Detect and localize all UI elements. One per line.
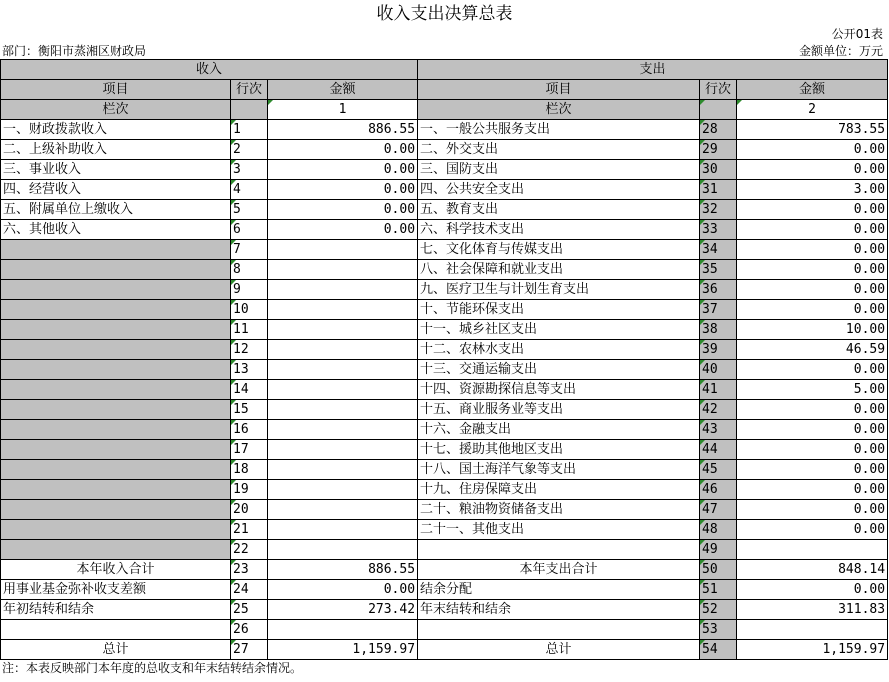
expense-amount: 0.00 — [737, 460, 888, 480]
expense-amount: 0.00 — [737, 360, 888, 380]
summary-row — [1, 580, 888, 600]
table-row — [1, 420, 888, 440]
expense-item: 十五、商业服务业等支出 — [418, 400, 700, 420]
expense-seq: 45 — [700, 460, 737, 480]
expense-amount — [737, 540, 888, 560]
expense-seq: 41 — [700, 380, 737, 400]
table-row — [1, 140, 888, 160]
income-item: 一、财政拨款收入 — [1, 120, 231, 140]
expense-amount: 783.55 — [737, 120, 888, 140]
income-seq: 2 — [231, 140, 268, 160]
expense-seq: 54 — [700, 640, 737, 660]
expense-item: 十三、交通运输支出 — [418, 360, 700, 380]
expense-seq: 47 — [700, 500, 737, 520]
income-seq: 21 — [231, 520, 268, 540]
expense-item-header: 项目 — [418, 80, 700, 100]
income-amount — [268, 500, 418, 520]
income-seq: 20 — [231, 500, 268, 520]
income-seq: 12 — [231, 340, 268, 360]
income-amount — [268, 260, 418, 280]
expense-item: 五、教育支出 — [418, 200, 700, 220]
income-amount — [268, 420, 418, 440]
income-amount: 886.55 — [268, 560, 418, 580]
income-seq: 11 — [231, 320, 268, 340]
income-seq: 19 — [231, 480, 268, 500]
expense-item: 二十一、其他支出 — [418, 520, 700, 540]
income-seq: 14 — [231, 380, 268, 400]
income-amount — [268, 520, 418, 540]
expense-seq: 30 — [700, 160, 737, 180]
expense-item — [418, 540, 700, 560]
budget-table — [0, 59, 888, 660]
expense-amount: 0.00 — [737, 400, 888, 420]
income-seq: 7 — [231, 240, 268, 260]
table-row — [1, 120, 888, 140]
expense-amount: 0.00 — [737, 220, 888, 240]
income-amount-header: 金额 — [268, 80, 418, 100]
expense-seq: 49 — [700, 540, 737, 560]
summary-row — [1, 640, 888, 660]
income-lanci-label: 栏次 — [1, 100, 231, 120]
expense-summary-item: 结余分配 — [418, 580, 700, 600]
income-item — [1, 420, 231, 440]
income-seq: 5 — [231, 200, 268, 220]
expense-amount: 0.00 — [737, 200, 888, 220]
unit-label: 金额单位：万元 — [798, 44, 883, 58]
expense-amount: 0.00 — [737, 240, 888, 260]
income-seq-header: 行次 — [231, 80, 268, 100]
income-amount: 0.00 — [268, 180, 418, 200]
income-item: 二、上级补助收入 — [1, 140, 231, 160]
income-item — [1, 520, 231, 540]
expense-seq: 46 — [700, 480, 737, 500]
form-number: 公开01表 — [831, 27, 883, 41]
income-item — [1, 460, 231, 480]
income-amount: 273.42 — [268, 600, 418, 620]
expense-item: 十四、资源勘探信息等支出 — [418, 380, 700, 400]
expense-amount: 0.00 — [737, 500, 888, 520]
expense-seq: 42 — [700, 400, 737, 420]
income-amount — [268, 440, 418, 460]
expense-seq: 53 — [700, 620, 737, 640]
expense-seq: 44 — [700, 440, 737, 460]
summary-row — [1, 620, 888, 640]
income-item — [1, 340, 231, 360]
income-item — [1, 260, 231, 280]
table-row — [1, 340, 888, 360]
income-item: 六、其他收入 — [1, 220, 231, 240]
expense-seq: 39 — [700, 340, 737, 360]
expense-item: 十六、金融支出 — [418, 420, 700, 440]
expense-seq: 48 — [700, 520, 737, 540]
income-item: 三、事业收入 — [1, 160, 231, 180]
expense-seq: 51 — [700, 580, 737, 600]
expense-amount: 0.00 — [737, 260, 888, 280]
expense-amount: 0.00 — [737, 520, 888, 540]
expense-item: 十九、住房保障支出 — [418, 480, 700, 500]
expense-amount: 848.14 — [737, 560, 888, 580]
income-item — [1, 440, 231, 460]
income-item — [1, 360, 231, 380]
income-seq: 8 — [231, 260, 268, 280]
income-item — [1, 400, 231, 420]
expense-item: 八、社会保障和就业支出 — [418, 260, 700, 280]
income-amount: 0.00 — [268, 160, 418, 180]
income-seq: 23 — [231, 560, 268, 580]
expense-seq: 34 — [700, 240, 737, 260]
income-item: 四、经营收入 — [1, 180, 231, 200]
income-seq: 18 — [231, 460, 268, 480]
expense-amount: 5.00 — [737, 380, 888, 400]
expense-seq: 32 — [700, 200, 737, 220]
income-amount: 886.55 — [268, 120, 418, 140]
expense-item: 十一、城乡社区支出 — [418, 320, 700, 340]
income-amount — [268, 320, 418, 340]
expense-summary-item — [418, 620, 700, 640]
expense-summary-item: 本年支出合计 — [418, 560, 700, 580]
expense-seq: 43 — [700, 420, 737, 440]
income-amount — [268, 360, 418, 380]
income-amount: 0.00 — [268, 220, 418, 240]
expense-amount-header: 金额 — [737, 80, 888, 100]
expense-seq: 36 — [700, 280, 737, 300]
expense-amount: 0.00 — [737, 420, 888, 440]
expense-amount: 0.00 — [737, 440, 888, 460]
table-row — [1, 380, 888, 400]
income-summary-item — [1, 620, 231, 640]
income-amount — [268, 340, 418, 360]
income-summary-item: 用事业基金弥补收支差额 — [1, 580, 231, 600]
income-amount — [268, 540, 418, 560]
table-row — [1, 520, 888, 540]
expense-amount: 0.00 — [737, 160, 888, 180]
table-row — [1, 400, 888, 420]
table-row — [1, 180, 888, 200]
expense-item: 十二、农林水支出 — [418, 340, 700, 360]
table-row — [1, 240, 888, 260]
table-row — [1, 300, 888, 320]
expense-item: 三、国防支出 — [418, 160, 700, 180]
column-header-row — [1, 80, 888, 100]
income-item — [1, 500, 231, 520]
income-seq: 17 — [231, 440, 268, 460]
income-amount — [268, 280, 418, 300]
expense-seq: 31 — [700, 180, 737, 200]
income-seq: 9 — [231, 280, 268, 300]
expense-item: 十、节能环保支出 — [418, 300, 700, 320]
expense-item: 一、一般公共服务支出 — [418, 120, 700, 140]
income-seq: 27 — [231, 640, 268, 660]
income-seq: 15 — [231, 400, 268, 420]
income-seq: 10 — [231, 300, 268, 320]
expense-amount: 0.00 — [737, 140, 888, 160]
expense-item: 七、文化体育与传媒支出 — [418, 240, 700, 260]
income-seq: 3 — [231, 160, 268, 180]
income-amount: 0.00 — [268, 200, 418, 220]
table-row — [1, 500, 888, 520]
expense-seq: 35 — [700, 260, 737, 280]
table-row — [1, 260, 888, 280]
summary-row — [1, 600, 888, 620]
income-seq: 13 — [231, 360, 268, 380]
expense-item: 九、医疗卫生与计划生育支出 — [418, 280, 700, 300]
expense-item: 六、科学技术支出 — [418, 220, 700, 240]
table-row — [1, 460, 888, 480]
expense-amount: 3.00 — [737, 180, 888, 200]
department-label: 部门：衡阳市蒸湘区财政局 — [2, 44, 147, 58]
income-amount — [268, 300, 418, 320]
income-item-header: 项目 — [1, 80, 231, 100]
income-item — [1, 320, 231, 340]
expense-seq: 50 — [700, 560, 737, 580]
income-header: 收入 — [1, 60, 418, 80]
expense-amount: 0.00 — [737, 300, 888, 320]
income-seq: 6 — [231, 220, 268, 240]
expense-seq: 33 — [700, 220, 737, 240]
summary-row — [1, 560, 888, 580]
income-seq: 16 — [231, 420, 268, 440]
income-item — [1, 280, 231, 300]
expense-lanci-label: 栏次 — [418, 100, 700, 120]
expense-seq: 52 — [700, 600, 737, 620]
income-amount: 0.00 — [268, 140, 418, 160]
expense-amount: 0.00 — [737, 280, 888, 300]
income-seq: 1 — [231, 120, 268, 140]
income-item — [1, 540, 231, 560]
income-seq: 4 — [231, 180, 268, 200]
expense-seq-header: 行次 — [700, 80, 737, 100]
expense-item: 二、外交支出 — [418, 140, 700, 160]
expense-amount: 0.00 — [737, 480, 888, 500]
expense-seq: 37 — [700, 300, 737, 320]
expense-amount: 10.00 — [737, 320, 888, 340]
table-row — [1, 440, 888, 460]
income-amount — [268, 620, 418, 640]
income-item — [1, 300, 231, 320]
income-summary-item: 本年收入合计 — [1, 560, 231, 580]
expense-amount: 0.00 — [737, 580, 888, 600]
expense-amount — [737, 620, 888, 640]
income-amount: 1,159.97 — [268, 640, 418, 660]
column-number-row — [1, 100, 888, 120]
income-item — [1, 380, 231, 400]
table-row — [1, 360, 888, 380]
income-item: 五、附属单位上缴收入 — [1, 200, 231, 220]
income-amount — [268, 400, 418, 420]
table-row — [1, 320, 888, 340]
expense-seq: 28 — [700, 120, 737, 140]
income-amount: 0.00 — [268, 580, 418, 600]
expense-seq: 38 — [700, 320, 737, 340]
expense-col-number: 2 — [737, 100, 888, 120]
expense-summary-item: 总计 — [418, 640, 700, 660]
table-row — [1, 480, 888, 500]
expense-item: 四、公共安全支出 — [418, 180, 700, 200]
income-summary-item: 总计 — [1, 640, 231, 660]
income-seq: 25 — [231, 600, 268, 620]
expense-seq: 40 — [700, 360, 737, 380]
income-seq: 24 — [231, 580, 268, 600]
income-seq: 26 — [231, 620, 268, 640]
income-summary-item: 年初结转和结余 — [1, 600, 231, 620]
income-amount — [268, 460, 418, 480]
expense-lanci-blank — [700, 100, 737, 120]
expense-summary-item: 年末结转和结余 — [418, 600, 700, 620]
table-row — [1, 200, 888, 220]
table-row — [1, 220, 888, 240]
table-row — [1, 540, 888, 560]
expense-header: 支出 — [418, 60, 888, 80]
income-item — [1, 480, 231, 500]
income-col-number: 1 — [268, 100, 418, 120]
expense-amount: 46.59 — [737, 340, 888, 360]
income-amount — [268, 380, 418, 400]
expense-item: 十七、援助其他地区支出 — [418, 440, 700, 460]
income-lanci-blank — [231, 100, 268, 120]
expense-item: 十八、国土海洋气象等支出 — [418, 460, 700, 480]
expense-seq: 29 — [700, 140, 737, 160]
income-item — [1, 240, 231, 260]
income-amount — [268, 480, 418, 500]
expense-amount: 311.83 — [737, 600, 888, 620]
table-row — [1, 160, 888, 180]
footnote: 注：本表反映部门本年度的总收支和年末结转结余情况。 — [2, 661, 303, 675]
income-seq: 22 — [231, 540, 268, 560]
expense-amount: 1,159.97 — [737, 640, 888, 660]
expense-item: 二十、粮油物资储备支出 — [418, 500, 700, 520]
page-title: 收入支出决算总表 — [376, 4, 513, 24]
table-row — [1, 280, 888, 300]
section-header-row — [1, 60, 888, 80]
income-amount — [268, 240, 418, 260]
